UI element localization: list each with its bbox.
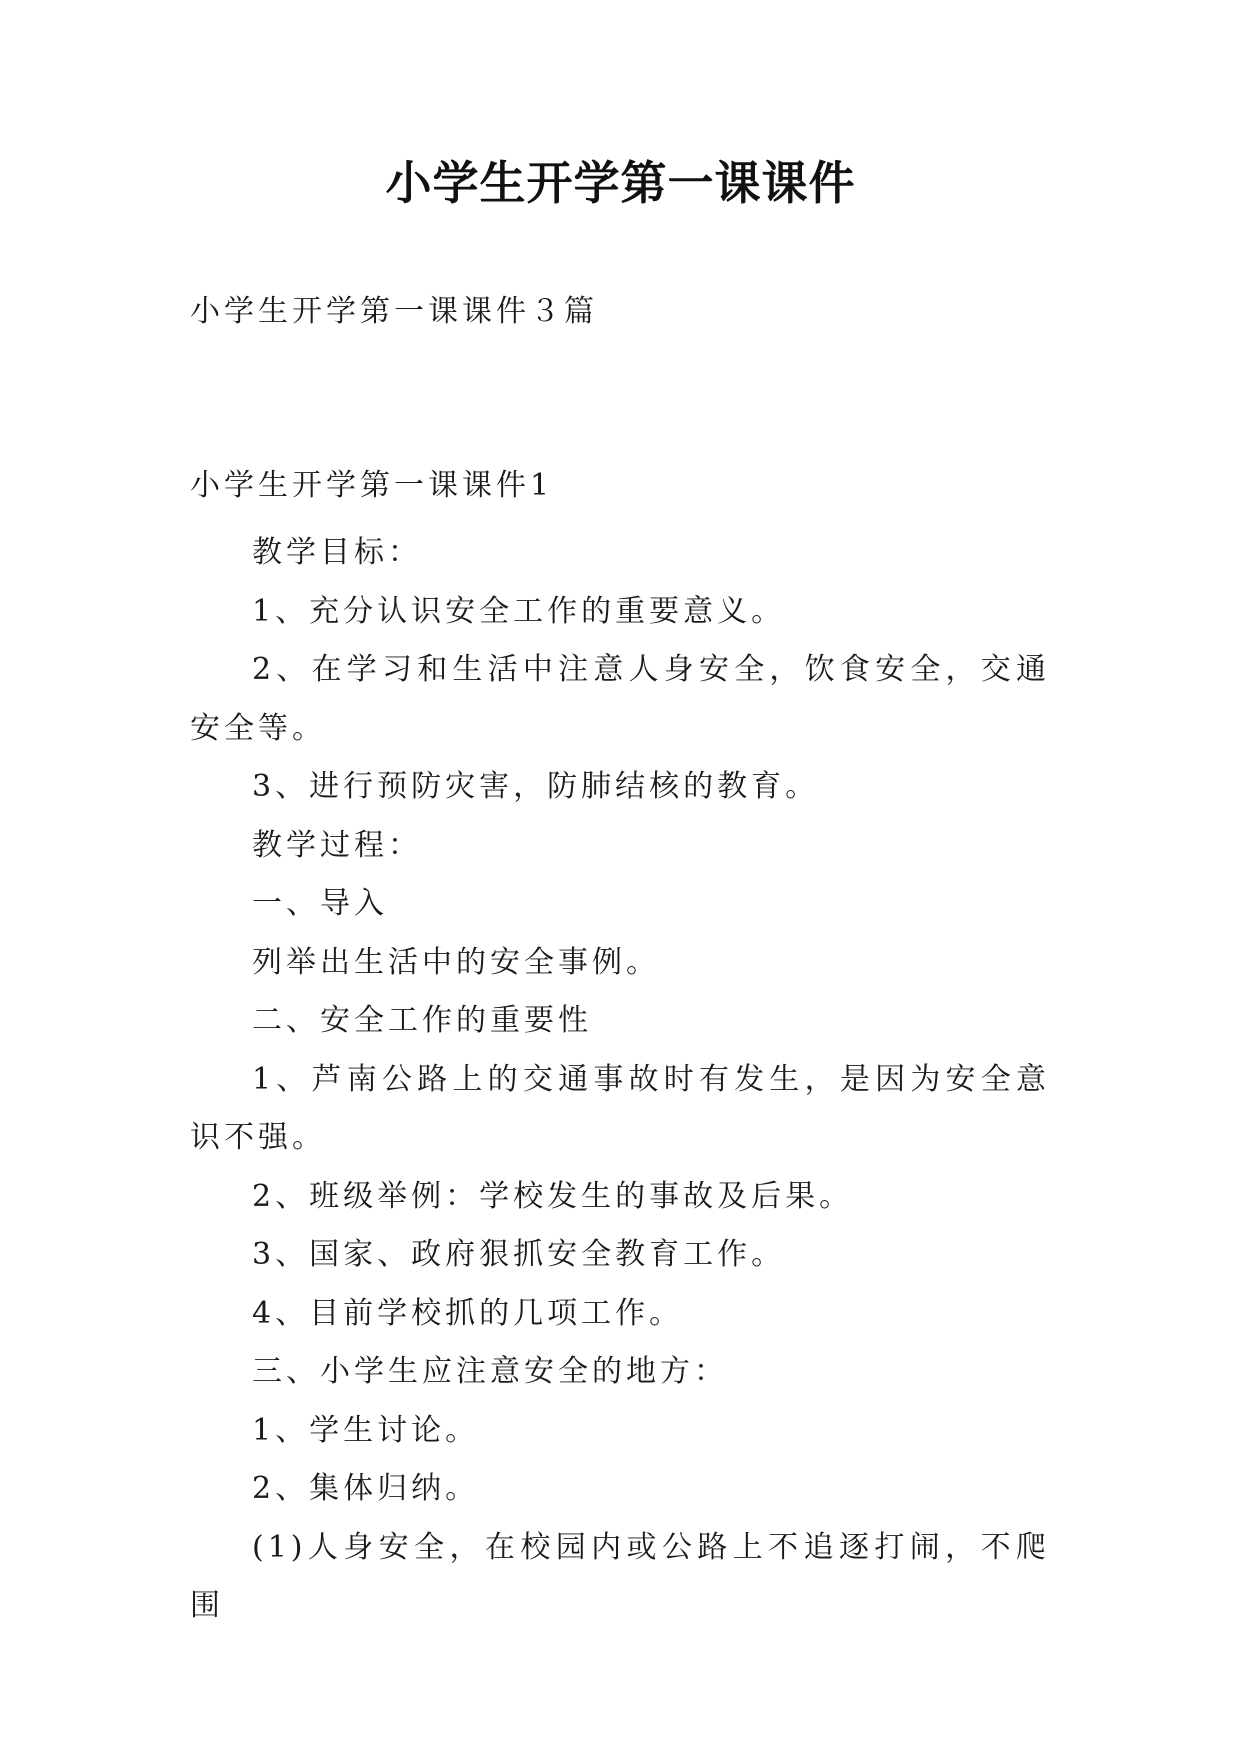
paragraph-item: 4、目前学校抓的几项工作。: [252, 1295, 684, 1331]
paragraph-text: 列举出生活中的安全事例。: [252, 944, 660, 980]
paragraph-goal-2: 2、在学习和生活中注意人身安全，饮食安全，交通安全等。: [190, 652, 1050, 746]
paragraph-part-2: 二、安全工作的重要性: [252, 1003, 592, 1038]
section-heading: 小学生开学第一课课件1: [190, 468, 554, 503]
paragraph-goal-3: 3、进行预防灾害，防肺结核的教育。: [252, 769, 820, 804]
paragraph-item: 3、国家、政府狠抓安全教育工作。: [252, 1237, 786, 1272]
paragraph-goals-heading: 教学目标：: [252, 535, 422, 570]
paragraph-item: 1、学生讨论。: [252, 1412, 480, 1448]
paragraph-item: 2、班级举例：学校发生的事故及后果。: [252, 1178, 854, 1214]
paragraph-item: (1)人身安全，在校园内或公路上不追逐打闹，不爬围: [190, 1529, 1050, 1623]
paragraph-process-heading: 教学过程：: [252, 827, 422, 863]
paragraph-goal-1: 1、充分认识安全工作的重要意义。: [252, 593, 786, 629]
paragraph-item: 2、集体归纳。: [252, 1471, 480, 1506]
document-subtitle: 小学生开学第一课课件３篇: [190, 294, 598, 329]
paragraph-part-1: 一、导入: [252, 886, 388, 921]
body-text: [190, 524, 1050, 1636]
paragraph-part-3: 三、小学生应注意安全的地方：: [252, 1354, 728, 1389]
document-title: 小学生开学第一课课件: [385, 156, 856, 210]
paragraph-item: 1、芦南公路上的交通事故时有发生，是因为安全意识不强。: [190, 1061, 1050, 1155]
